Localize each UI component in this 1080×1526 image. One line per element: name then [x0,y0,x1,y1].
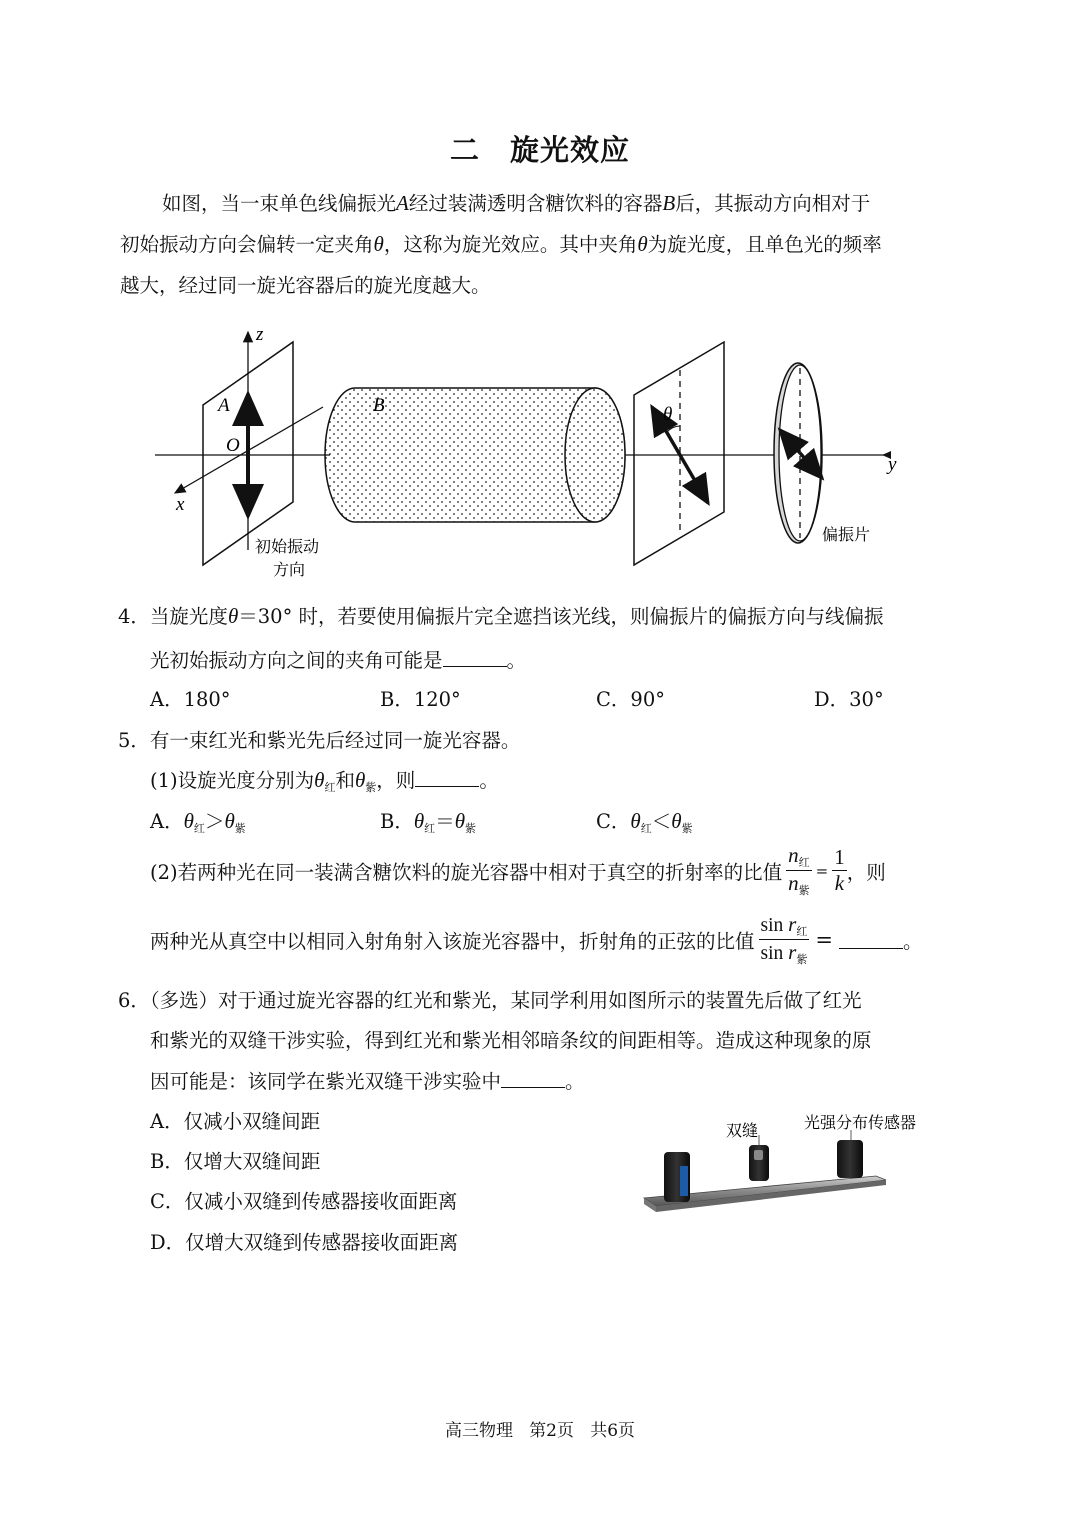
sub-purple: 紫 [365,781,377,794]
var-theta: θ [454,809,466,833]
intro-line-1 [162,188,870,216]
q4-line-1 [118,601,884,629]
answer-blank[interactable] [839,930,903,949]
section-name: 旋光效应 [510,133,631,167]
var-B: B [662,191,676,215]
label-sensor: 光强分布传感器 [804,1115,917,1132]
intro-text: ，这称为旋光效应。其中夹角 [383,233,638,256]
answer-blank[interactable] [443,648,507,667]
q6-number: 6． [118,989,150,1012]
relation: ＝ [435,810,455,833]
section-number: 二 [449,133,480,167]
var-A: A [396,191,409,215]
q6-option-d[interactable]: D．仅增大双缝到传感器接收面距离 [150,1231,459,1254]
q5-option-b[interactable] [380,806,476,836]
q4-option-d[interactable]: D．30° [814,688,884,711]
q6-line-2: 和紫光的双缝干涉实验，得到红光和紫光相邻暗条纹的间距相等。造成这种现象的原 [150,1029,872,1052]
answer-blank[interactable] [415,768,479,787]
slit-window [754,1150,763,1160]
q4-line-2 [150,645,526,673]
sin: sin [760,915,784,936]
q6-option-b[interactable]: B．仅增大双缝间距 [150,1150,321,1173]
caption-polarizer: 偏振片 [822,527,871,544]
intro-text: 经过装满透明含糖饮料的容器 [408,192,663,215]
sub-purple: 紫 [681,822,693,835]
q5-stem: 有一束红光和紫光先后经过同一旋光容器。 [149,729,521,752]
sub-purple: 紫 [796,954,808,966]
label-y: y [888,454,897,475]
q5-part-2-line-2 [150,912,922,967]
sub-purple: 紫 [798,885,810,897]
var-theta: θ [637,232,648,256]
q4-text: 当旋光度 [149,605,228,628]
page-footer: 高三物理 第2页 共6页 [444,1421,636,1441]
var-theta: θ [373,232,384,256]
var-theta: θ [227,604,239,628]
ratio-1-k [832,845,847,896]
q4-option-b[interactable]: B．120° [380,688,461,711]
label-B: B [373,395,385,416]
q5-text: (2)若两种光在同一装满含糖饮料的旋光容器中相对于真空的折射率的比值 [150,860,783,884]
var-r: r [788,912,797,936]
q5-text: ，则 [376,769,416,792]
equals: = [815,861,829,880]
punct: 。 [565,1070,585,1093]
q5-line-1 [118,725,520,753]
rotated-arrow-down [680,455,708,503]
intro-line-3: 越大，经过同一旋光容器后的旋光度越大。 [120,274,491,297]
var-theta: θ [354,768,366,792]
var-theta: θ [413,809,425,833]
q5-number: 5． [118,729,150,752]
intro-text: 后，其振动方向相对于 [675,192,871,215]
answer-blank[interactable] [501,1069,565,1088]
numerator-one: 1 [834,845,845,869]
var-theta: θ [671,809,682,833]
var-theta: θ [183,809,194,833]
q5-part-2-line-1 [150,843,886,898]
label-O: O [226,435,240,456]
q4-text: 光初始振动方向之间的夹角可能是 [150,649,443,672]
ratio-n [786,843,812,898]
intro-line-2 [120,229,882,257]
optical-rotation-figure [140,320,920,585]
sub-purple: 紫 [234,822,246,835]
caption-initial-2: 方向 [273,562,306,579]
q5-part-1 [150,765,499,795]
intro-text: 如图，当一束单色线偏振光 [162,192,397,215]
punct: 。 [506,649,527,672]
q4-option-a[interactable]: A．180° [150,688,231,711]
sin: sin [760,943,784,964]
q5-option-a[interactable] [150,806,246,836]
var-r: r [788,940,797,964]
punct: 。 [479,769,499,792]
label-double-slit: 双缝 [726,1123,759,1140]
theta-arc [667,426,680,432]
q6-text: 因可能是：该同学在紫光双缝干涉实验中 [150,1070,502,1093]
q6-line-3 [150,1066,585,1094]
q4-number: 4． [118,605,150,628]
ratio-sin [759,912,810,967]
sub-purple: 紫 [465,822,477,835]
var-theta: θ [224,809,235,833]
light-source-panel [680,1166,688,1196]
sub-red: 红 [193,822,205,835]
caption-initial-1: 初始振动 [255,539,320,556]
var-n: n [788,871,799,895]
label-z: z [256,324,264,345]
light-sensor [837,1140,863,1178]
section-title [0,128,1080,169]
option-label: B． [380,810,414,833]
sub-red: 红 [796,926,808,938]
q6-text: （多选）对于通过旋光容器的红光和紫光，某同学利用如图所示的装置先后做了红光 [149,989,862,1012]
q6-option-a[interactable]: A．仅减小双缝间距 [150,1110,321,1133]
q6-line-1 [118,985,862,1013]
punct: 。 [902,929,923,953]
sub-red: 红 [324,781,336,794]
q5-text: (1)设旋光度分别为 [150,769,315,792]
label-x: x [176,494,185,515]
label-theta: θ [663,404,673,425]
intro-text: 初始振动方向会偏转一定夹角 [120,233,374,256]
relation: ＞ [204,810,225,833]
relation: ＜ [651,810,672,833]
var-k: k [834,871,845,895]
q6-option-c[interactable]: C．仅减小双缝到传感器接收面距离 [150,1190,458,1213]
option-label: C． [596,810,631,833]
cylinder-end-fill [565,388,625,522]
q5-text: 和 [335,769,355,792]
double-slit-apparatus [636,1108,936,1218]
q5-text: 两种光从真空中以相同入射角射入该旋光容器中，折射角的正弦的比值 [150,929,755,953]
sub-red: 红 [424,822,436,835]
intro-text: 为旋光度，且单色光的频率 [647,233,882,256]
q4-text: ＝30° 时，若要使用偏振片完全遮挡该光线，则偏振片的偏振方向与线偏振 [238,605,884,628]
sub-red: 红 [798,857,810,869]
var-theta: θ [314,768,325,792]
q4-option-c[interactable]: C．90° [596,688,665,711]
label-A: A [218,395,230,416]
option-label: A． [150,810,184,833]
equals: = [815,927,833,952]
var-theta: θ [630,809,641,833]
q5-text: ，则 [846,860,886,884]
q5-option-c[interactable] [596,806,693,836]
var-n: n [788,843,799,867]
sub-red: 红 [640,822,652,835]
